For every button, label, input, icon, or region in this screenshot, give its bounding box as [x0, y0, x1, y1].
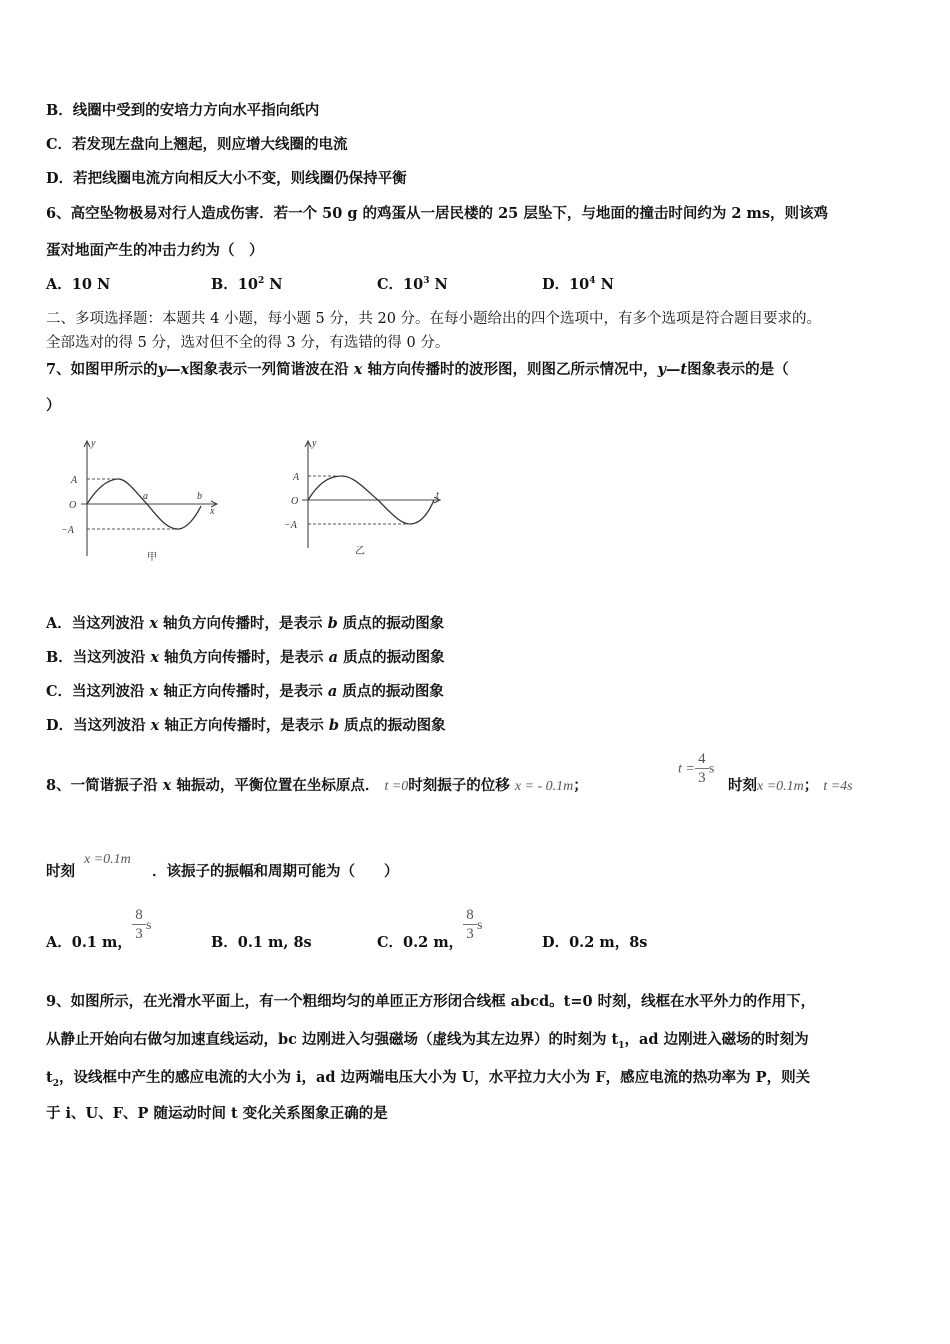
section2-line2: 全部选对的得 5 分，选对但不全的得 3 分，有选错的得 0 分。 — [46, 335, 450, 351]
yi-caption: 乙 — [355, 546, 365, 557]
jia-caption: 甲 — [147, 552, 157, 563]
q9-stem-line2: 从静止开始向右做匀加速直线运动，bc 边刚进入匀强磁场（虚线为其左边界）的时刻为 $t_1$，ad 边刚进入磁场的时刻为 — [46, 1031, 809, 1051]
q7-option-d: D．当这列波沿 x 轴正方向传播时，是表示 b 质点的振动图象 — [46, 717, 446, 734]
q8-stem-line1-tail: 时刻x =0.1m； t =4s — [728, 777, 853, 794]
q5-option-c: C．若发现左盘向上翘起，则应增大线圈的电流 — [46, 136, 348, 153]
q8-option-a-frac: $\frac{8}{3}$ s — [132, 906, 151, 943]
yi-label-y: y — [312, 438, 317, 449]
q7-option-a: A．当这列波沿 x 轴负方向传播时，是表示 b 质点的振动图象 — [46, 615, 445, 632]
jia-label-y: y — [91, 438, 96, 449]
q7-option-b: B．当这列波沿 x 轴负方向传播时，是表示 a 质点的振动图象 — [46, 649, 445, 666]
q8-stem-line2: 时刻 — [46, 863, 75, 880]
jia-label-x: x — [210, 506, 215, 517]
q8-option-c-frac: $\frac{8}{3}$ s — [463, 906, 482, 943]
q8-option-a: A．0.1 m， — [46, 934, 132, 951]
q8-math-t0: t =0 — [384, 779, 409, 794]
jia-label-origin: O — [69, 500, 77, 511]
q6-option-c: C．$10^3$ N — [377, 276, 448, 293]
jia-label-point-a: a — [143, 491, 148, 502]
q8-stem-line2-tail: ．该振子的振幅和周期可能为（ ） — [152, 863, 399, 880]
q7-stem-line1: 7、如图甲所示的y—x图象表示一列简谐波在沿 x 轴方向传播时的波形图，则图乙所示情况中，y—t图象表示的是（ — [46, 361, 789, 378]
yi-label-neg-a: −A — [284, 520, 297, 531]
jia-label-a-amp: A — [71, 475, 78, 486]
q6-stem-line1: 6、高空坠物极易对行人造成伤害．若一个 50 g 的鸡蛋从一居民楼的 25 层坠下，与地面的撞击时间约为 2 ms，则该鸡 — [46, 205, 829, 222]
q6-option-a: A．10 N — [46, 276, 111, 293]
q9-stem-line4: 于 i、U、F、P 随运动时间 t 变化关系图象正确的是 — [46, 1105, 388, 1122]
q9-stem-line1: 9、如图所示，在光滑水平面上，有一个粗细均匀的单匝正方形闭合线框 abcd。t=0 时刻，线框在水平外力的作用下， — [46, 993, 816, 1010]
q5-option-b: B．线圈中受到的安培力方向水平指向纸内 — [46, 102, 320, 119]
q7-stem-line2: ） — [46, 397, 61, 414]
yi-label-t: t — [436, 490, 439, 501]
q8-math-t4: t =4s — [823, 779, 853, 794]
q8-math-x-line2: x =0.1m — [84, 852, 131, 867]
q7-figure-yi — [282, 436, 452, 566]
q8-math-x-neg: x = - 0.1m — [514, 779, 574, 794]
yi-label-a-amp: A — [293, 472, 300, 483]
q7-figure-jia — [55, 436, 225, 566]
q6-option-d: D．$10^4$ N — [542, 276, 614, 293]
section2-line1: 二、多项选择题：本题共 4 小题，每小题 5 分，共 20 分。在每小题给出的四个选项中，有多个选项是符合题目要求的。 — [46, 311, 822, 327]
jia-label-neg-a: −A — [61, 525, 74, 536]
q5-option-d: D．若把线圈电流方向相反大小不变，则线圈仍保持平衡 — [46, 170, 407, 187]
yi-label-origin: O — [291, 496, 299, 507]
jia-label-point-b: b — [197, 491, 202, 502]
q8-option-c: C．0.2 m， — [377, 934, 464, 951]
q8-math-x-pos: x =0.1m — [757, 779, 804, 794]
q8-option-d: D．0.2 m，8s — [542, 934, 648, 951]
q8-math-t-frac: t = $\frac{4}{3}$ s — [678, 751, 715, 786]
q6-stem-line2: 蛋对地面产生的冲击力约为（ ） — [46, 242, 264, 259]
q8-stem-line1: 8、一简谐振子沿 x 轴振动，平衡位置在坐标原点． t =0时刻振子的位移 x = - 0.1m； — [46, 777, 588, 794]
q8-option-b: B．0.1 m, 8s — [211, 934, 312, 951]
q9-stem-line3: $t_2$，设线框中产生的感应电流的大小为 i，ad 边两端电压大小为 U，水平拉力大小为 F，感应电流的热功率为 P，则关 — [46, 1069, 811, 1089]
q7-option-c: C．当这列波沿 x 轴正方向传播时，是表示 a 质点的振动图象 — [46, 683, 444, 700]
q6-option-b: B．$10^2$ N — [211, 276, 283, 293]
